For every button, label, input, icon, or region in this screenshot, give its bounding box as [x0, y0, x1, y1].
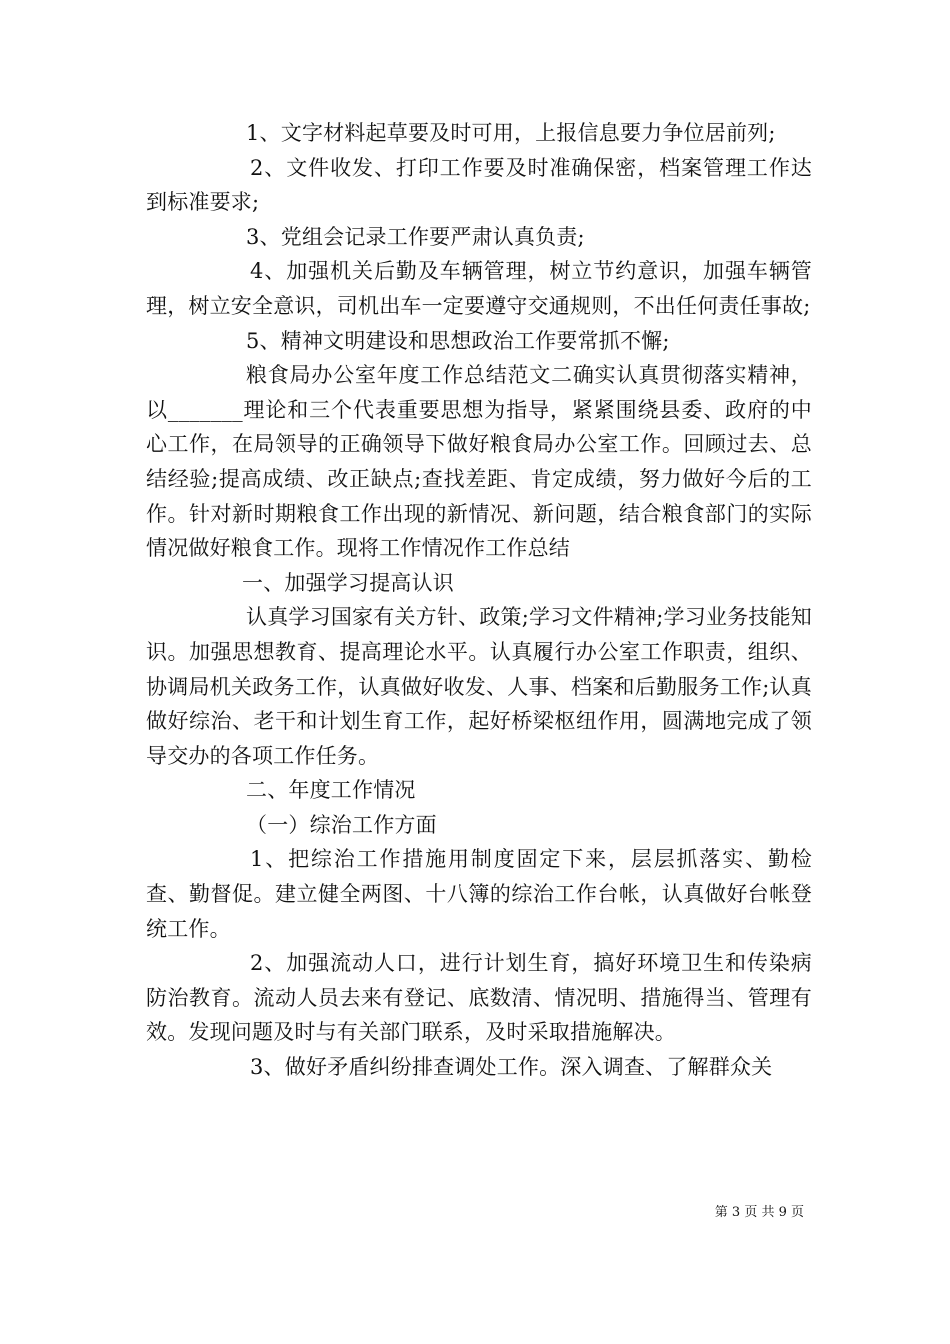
paragraph-item-8: 3、做好矛盾纠纷排查调处工作。深入调查、了解群众关	[250, 1055, 773, 1080]
section-heading-1: 一、加强学习提高认识	[242, 570, 454, 595]
paragraph-item-1: 1、文字材料起草要及时可用，上报信息要力争位居前列;	[246, 121, 776, 145]
paragraph-item-3: 3、党组会记录工作要严肃认真负责;	[246, 224, 585, 249]
paragraph-item-2: 2、文件收发、打印工作要及时准确保密，档案管理工作达到标准要求;	[146, 155, 812, 215]
paragraph-item-4: 4、加强机关后勤及车辆管理，树立节约意识，加强车辆管理，树立安全意识，司机出车一定要遵守交通规则，不出任何责任事故;	[146, 259, 812, 318]
subsection-heading-1: （一）综治工作方面	[246, 812, 437, 837]
section-heading-2: 二、年度工作情况	[246, 778, 416, 803]
paragraph-study: 认真学习国家有关方针、政策;学习文件精神;学习业务技能知识。加强思想教育、提高理论水平。认真履行办公室工作职责，组织、协调局机关政务工作，认真做好收发、人事、档案和后勤服务工作;认真做好综治、老干和计划生育工作，起好桥梁枢纽作用，圆满地完成了领导交办的各项工作任务。	[146, 605, 812, 768]
document-body	[146, 116, 812, 1085]
page-number: 第 3 页 共 9 页	[714, 1205, 804, 1220]
paragraph-item-6: 1、把综治工作措施用制度固定下来，层层抓落实、勤检查、勤督促。建立健全两图、十八簿的综治工作台帐，认真做好台帐登统工作。	[146, 847, 812, 941]
paragraph-item-5: 5、精神文明建设和思想政治工作要常抓不懈;	[246, 328, 670, 353]
paragraph-item-7: 2、加强流动人口，进行计划生育，搞好环境卫生和传染病防治教育。流动人员去来有登记、底数清、情况明、措施得当、管理有效。发现问题及时与有关部门联系，及时采取措施解决。	[146, 951, 812, 1045]
paragraph-summary-intro: 粮食局办公室年度工作总结范文二确实认真贯彻落实精神，以_______理论和三个代表重要思想为指导，紧紧围绕县委、政府的中心工作，在局领导的正确领导下做好粮食局办公室工作。回顾过去、总结经验;提高成绩、改正缺点;查找差距、肯定成绩，努力做好今后的工作。针对新时期粮食工作出现的新情况、新问题，结合粮食部门的实际情况做好粮食工作。现将工作情况作工作总结	[146, 363, 812, 561]
